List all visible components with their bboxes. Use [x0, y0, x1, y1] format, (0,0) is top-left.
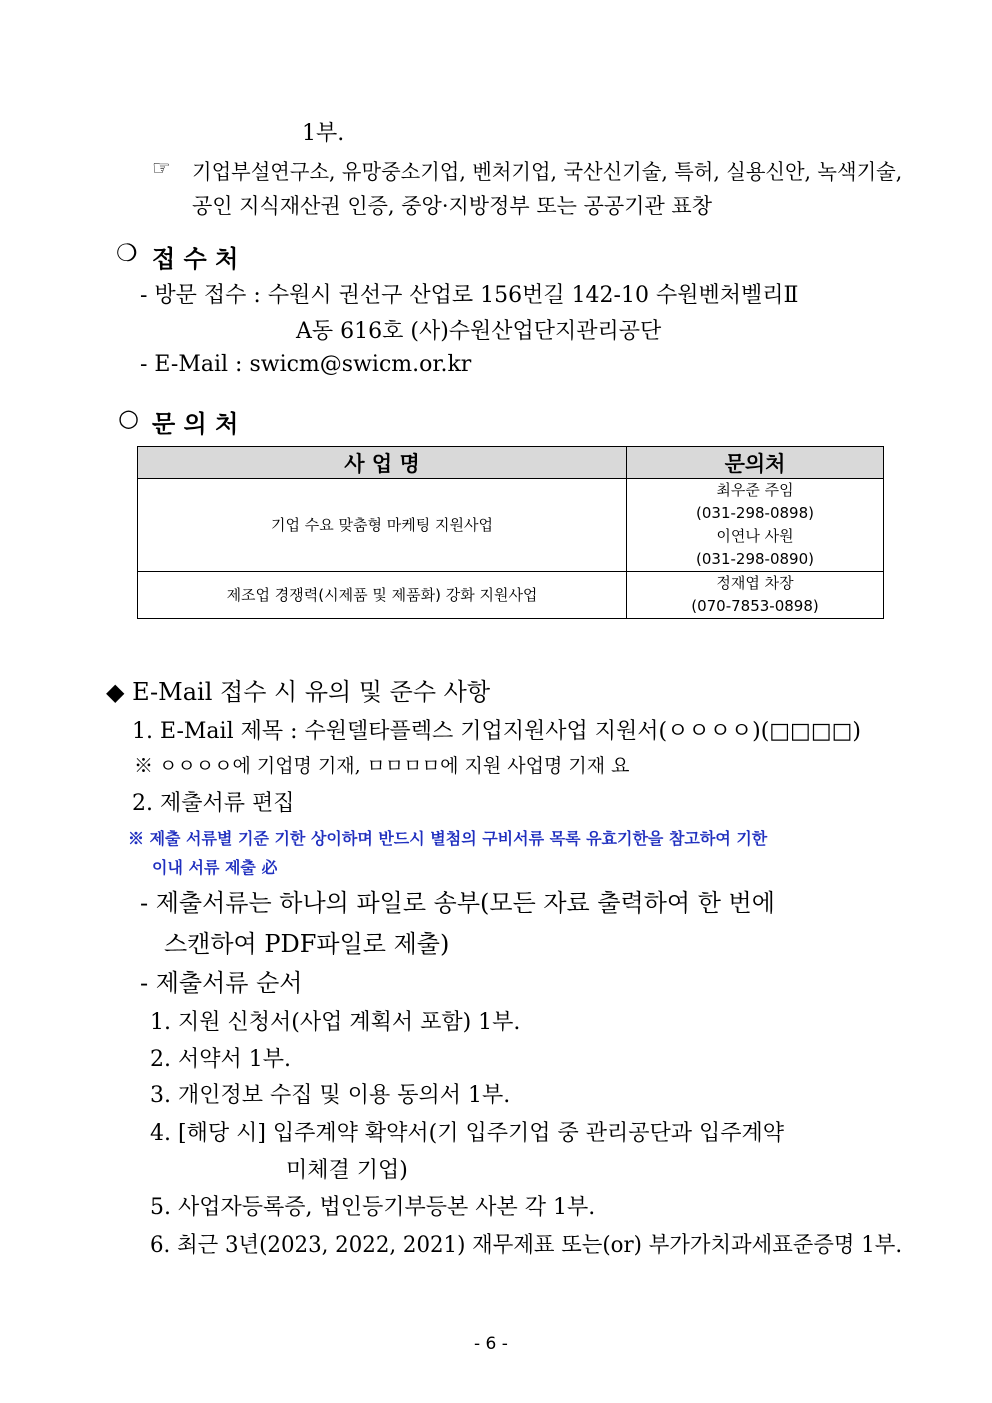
business-name-cell: 제조업 경쟁력(시제품 및 제품화) 강화 지원사업 [138, 572, 627, 619]
order-item: 6. 최근 3년(2023, 2022, 2021) 재무제표 또는(or) 부가가치과세표준증명 1부. [150, 1233, 903, 1258]
single-file-line-2: 스캔하여 PDF파일로 제출) [164, 930, 450, 958]
contact-phone: (070-7853-0898) [691, 597, 819, 615]
ref-note-line-1: 기업부설연구소, 유망중소기업, 벤처기업, 국산신기술, 특허, 실용신안, 녹색기술, [192, 160, 903, 184]
contact-phone: (031-298-0890) [696, 550, 814, 568]
order-item: 3. 개인정보 수집 및 이용 동의서 1부. [150, 1083, 511, 1108]
order-item: 2. 서약서 1부. [150, 1047, 291, 1072]
order-item: 5. 사업자등록증, 법인등기부등본 사본 각 1부. [150, 1195, 596, 1220]
circle-bullet-icon: ❍ [116, 239, 138, 267]
business-name-cell: 기업 수요 맞춤형 마케팅 지원사업 [138, 479, 627, 572]
deadline-warning-line-1: ※ 제출 서류별 기준 기한 상이하며 반드시 별첨의 구비서류 목록 유효기한을 참고하여 기한 [128, 829, 768, 848]
email-notes-heading: ◆ E-Mail 접수 시 유의 및 준수 사항 [106, 678, 491, 706]
order-item: 1. 지원 신청서(사업 계획서 포함) 1부. [150, 1010, 521, 1035]
email-subject-note: ※ ㅇㅇㅇㅇ에 기업명 기재, ㅁㅁㅁㅁ에 지원 사업명 기재 요 [134, 755, 630, 777]
visit-reception-line-1: - 방문 접수 : 수원시 권선구 산업로 156번길 142-10 수원벤처벨리Ⅱ [140, 283, 799, 308]
page-number: - 6 - [474, 1334, 508, 1354]
document-edit-item: 2. 제출서류 편집 [132, 791, 295, 816]
submission-order-heading: - 제출서류 순서 [140, 969, 303, 997]
table-row [138, 479, 884, 572]
reception-heading: 접 수 처 [152, 244, 239, 273]
contact-cell [627, 479, 884, 572]
order-item: 4. [해당 시] 입주계약 확약서(기 입주기업 중 관리공단과 입주계약 [150, 1121, 784, 1146]
email-subject-item: 1. E-Mail 제목 : 수원델타플렉스 기업지원사업 지원서(ㅇㅇㅇㅇ)(□□□□) [132, 719, 861, 744]
prev-continuation-text: 1부. [302, 121, 345, 146]
table-header-business: 사 업 명 [138, 447, 627, 479]
contact-phone: (031-298-0898) [696, 504, 814, 522]
circle-bullet-icon: ○ [118, 404, 139, 432]
deadline-warning-line-2: 이내 서류 제출 必 [152, 858, 278, 877]
contact-cell [627, 572, 884, 619]
contact-person: 이연나 사원 [716, 527, 794, 545]
inquiry-heading: 문 의 처 [152, 409, 239, 438]
visit-reception-line-2: A동 616호 (사)수원산업단지관리공단 [296, 319, 662, 344]
contact-person: 정재엽 차장 [716, 574, 794, 592]
ref-note-line-2: 공인 지식재산권 인증, 중앙·지방정부 또는 공공기관 표창 [192, 194, 712, 218]
order-item-continuation: 미체결 기업) [286, 1158, 408, 1183]
table-row [138, 572, 884, 619]
inquiry-table [137, 446, 884, 619]
single-file-line-1: - 제출서류는 하나의 파일로 송부(모든 자료 출력하여 한 번에 [140, 889, 775, 917]
table-header-row [138, 447, 884, 479]
email-address-line: - E-Mail : swicm@swicm.or.kr [140, 352, 472, 377]
pointing-hand-icon: ☞ [152, 156, 171, 180]
table-header-contact: 문의처 [627, 447, 884, 479]
contact-person: 최우준 주임 [716, 481, 794, 499]
